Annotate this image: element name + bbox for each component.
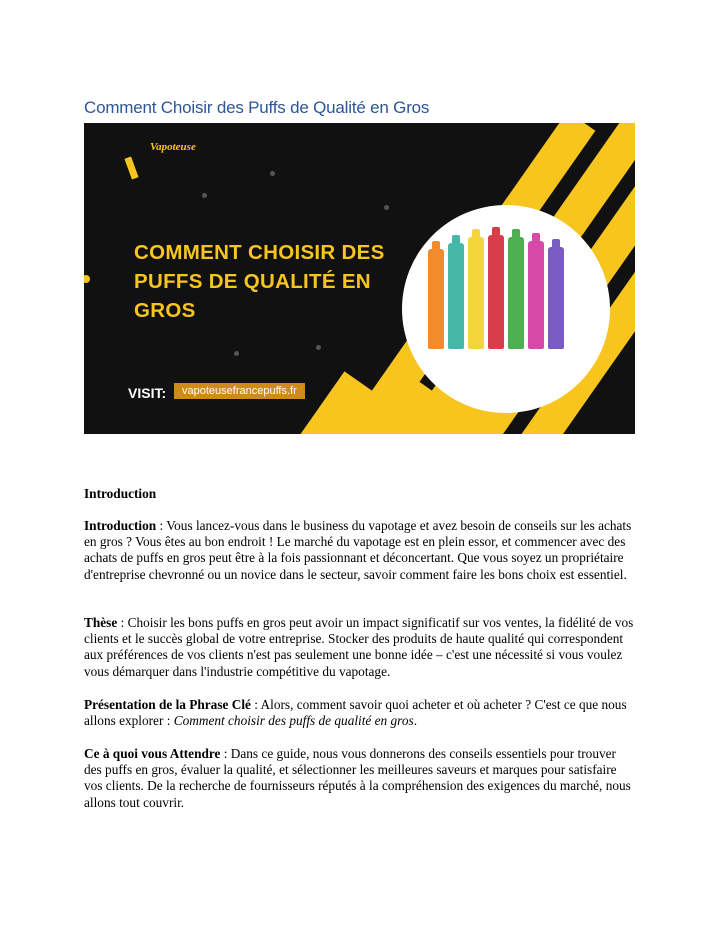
page-title: Comment Choisir des Puffs de Qualité en Gros [84, 98, 430, 117]
vape-bottle [528, 241, 544, 349]
vape-bottle [448, 243, 464, 349]
vape-bottle [468, 237, 484, 349]
dot-decoration [84, 275, 90, 283]
intro-heading-text: Introduction [84, 486, 157, 501]
dot-decoration [270, 171, 275, 176]
presentation-text: : Alors, comment savoir quoi acheter et où acheter ? C'est ce que nous allons explorer : [84, 697, 627, 729]
dot-decoration [202, 193, 207, 198]
visit-url: vapoteusefrancepuffs.fr [174, 383, 305, 399]
attendre-paragraph [84, 746, 636, 811]
dot-decoration [316, 345, 321, 350]
vape-bottle [488, 235, 504, 349]
dot-decoration [234, 351, 239, 356]
vape-bottle [428, 249, 444, 349]
presentation-italic: Comment choisir des puffs de qualité en gros [173, 713, 414, 729]
presentation-paragraph [84, 697, 636, 729]
presentation-label: Présentation de la Phrase Clé [84, 697, 251, 712]
brand-logo: Vapoteuse [150, 141, 196, 153]
lightning-icon [124, 156, 138, 179]
presentation-end: . [413, 713, 418, 729]
visit-label: VISIT: [128, 385, 167, 401]
introduction-text: : Vous lancez-vous dans le business du vapotage et avez besoin de conseils sur les achats en gros ? Vous êtes au bon endroit ! Le marché du vapotage est en plein essor, et commencer avec des achats de puffs en gros peut être à la fois passionnant et déconcertant. Que vous soyez un propriétaire d'entreprise chevronné ou un novice dans le secteur, savoir comment faire les bons choix est essentiel. [84, 518, 632, 582]
vape-bottle [548, 247, 564, 349]
attendre-text: : Dans ce guide, nous vous donnerons des conseils essentiels pour trouver des puffs en gros, évaluer la qualité, et sélectionner les meilleures saveurs et marques pour satisfaire vos clients. De la recherche de fournisseurs réputés à la compréhension des exigences du marché, nous allons tout couvrir. [84, 746, 631, 810]
attendre-label: Ce à quoi vous Attendre [84, 746, 221, 761]
these-paragraph [84, 615, 636, 680]
banner-image [84, 123, 635, 434]
intro-heading [84, 486, 636, 502]
these-label: Thèse [84, 615, 118, 630]
introduction-label: Introduction [84, 518, 157, 533]
banner-headline: COMMENT CHOISIR DES PUFFS DE QUALITÉ EN GROS [134, 241, 385, 322]
introduction-paragraph [84, 518, 636, 583]
these-text: : Choisir les bons puffs en gros peut avoir un impact significatif sur vos ventes, la fidélité de vos clients et le succès global de votre entreprise. Stocker des produits de haute qualité qui correspondent aux préférences de vos clients n'est pas seulement une bonne idée – c'est une nécessité si vous voulez vous démarquer dans l'industrie compétitive du vapotage. [84, 615, 634, 679]
dot-decoration [384, 205, 389, 210]
product-circle [402, 205, 610, 413]
vape-bottle [508, 237, 524, 349]
